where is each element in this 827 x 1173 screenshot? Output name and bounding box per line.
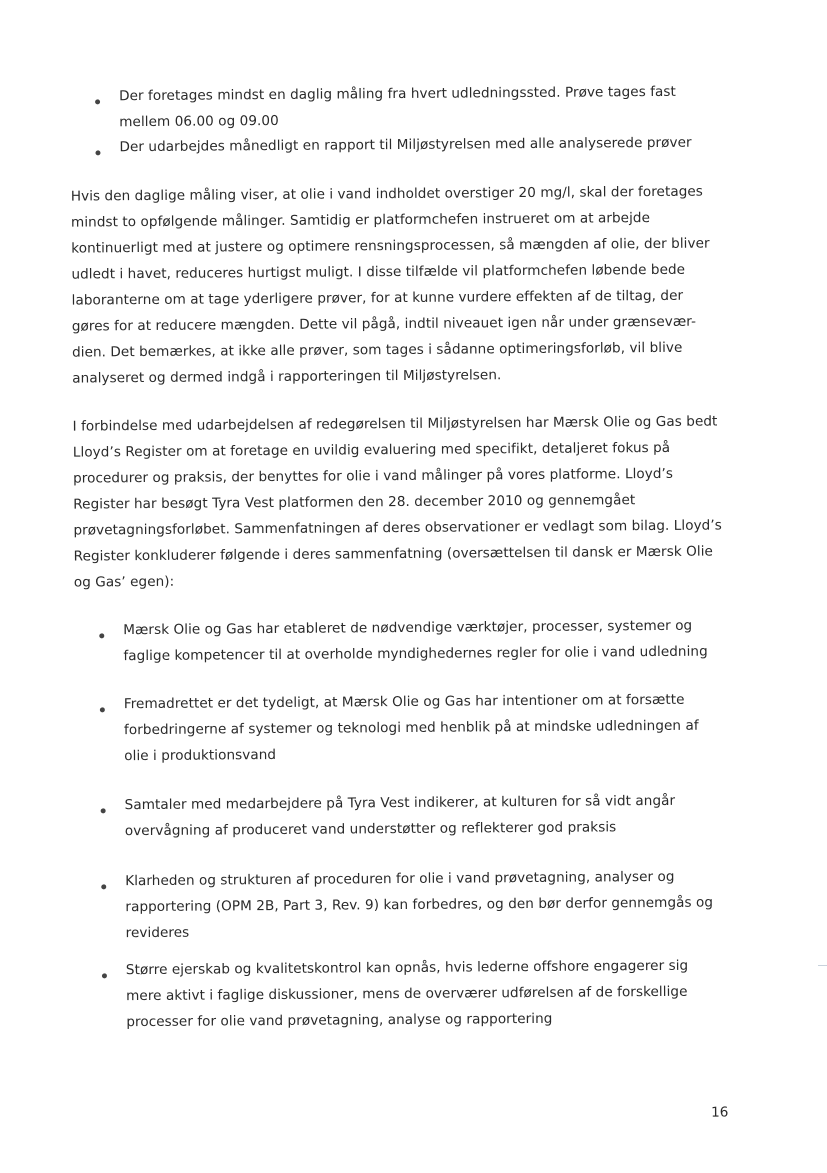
paragraph-2-line-4: Register har besøgt Tyra Vest platformen den 28. december 2010 og gennemgået [73, 492, 636, 513]
paragraph-2-line-2: Lloyd’s Register om at foretage en uvildig evaluering med specifikt, detaljeret fokus på [72, 439, 671, 461]
paragraph-1-line-2: mindst to opfølgende målinger. Samtidig er platformchefen instrueret om at arbejde [70, 210, 651, 231]
finding-2-line-3: olie i produktionsvand [124, 746, 277, 765]
paragraph-1-line-7: dien. Det bemærkes, at ikke alle prøver, som tages i sådanne optimeringsforløb, vil blive [71, 339, 683, 361]
scan-edge-mark [818, 965, 827, 966]
finding-5-line-2: mere aktivt i faglige diskussioner, mens de overværer udførelsen af de forskellige [126, 983, 688, 1005]
paragraph-2-line-6: Register konkluderer følgende i deres sammenfatning (oversættelsen til dansk er Mærsk Olie [73, 543, 713, 565]
bullet-top-1-line-1: Der foretages mindst en daglig måling fra hvert udledningssted. Prøve tages fast [118, 83, 676, 105]
bullet-marker [99, 633, 104, 638]
finding-2-line-1: Fremadrettet er det tydeligt, at Mærsk Olie og Gas har intentioner om at forsætte [123, 691, 685, 713]
page-number: 16 [710, 1104, 729, 1121]
paragraph-1-line-3: kontinuerligt med at justere og optimere rensningsprocessen, så mængden af olie, der bliver [71, 235, 710, 257]
paragraph-2-line-7: og Gas’ egen): [73, 573, 175, 591]
paragraph-2-line-1: I forbindelse med udarbejdelsen af redegørelsen til Miljøstyrelsen har Mærsk Olie og Gas bedt [72, 413, 718, 435]
paragraph-2-line-3: procedurer og praksis, der benyttes for olie i vand målinger på vores platforme. Lloyd’s [72, 465, 674, 487]
finding-5-line-3: processer for olie vand prøvetagning, analyse og rapportering [126, 1010, 553, 1031]
paragraph-1-line-8: analyseret og dermed indgå i rapporteringen til Miljøstyrelsen. [72, 367, 502, 387]
finding-4-line-2: rapportering (OPM 2B, Part 3, Rev. 9) kan forbedres, og den bør derfor gennemgås og [125, 894, 714, 916]
bullet-marker [95, 99, 100, 104]
finding-3-line-1: Samtaler med medarbejdere på Tyra Vest indikerer, at kulturen for så vidt angår [124, 792, 676, 814]
finding-2-line-2: forbedringerne af systemer og teknologi med henblik på at mindske udledningen af [123, 717, 699, 739]
paragraph-1-line-5: laboranterne om at tage yderligere prøver, for at kunne vurdere effekten af de tiltag, der [71, 287, 684, 309]
paragraph-1-line-6: gøres for at reducere mængden. Dette vil pågå, indtil niveauet igen når under grænsevær- [71, 313, 697, 335]
bullet-top-2-line-1: Der udarbejdes månedligt en rapport til Miljøstyrelsen med alle analyserede prøver [119, 134, 692, 156]
paragraph-2-line-5: prøvetagningsforløbet. Sammenfatningen af deres observationer er vedlagt som bilag. Lloyd’s [73, 517, 722, 539]
bullet-marker [102, 973, 107, 978]
paragraph-1-line-1: Hvis den daglige måling viser, at olie i vand indholdet overstiger 20 mg/l, skal der foretages [70, 183, 703, 205]
finding-1-line-2: faglige kompetencer til at overholde myndighedernes regler for olie i vand udledning [123, 643, 708, 665]
finding-3-line-2: overvågning af produceret vand understøtter og reflekterer god praksis [124, 819, 617, 840]
bullet-top-1-line-2: mellem 06.00 og 09.00 [119, 112, 279, 131]
bullet-marker [101, 884, 106, 889]
finding-1-line-1: Mærsk Olie og Gas har etableret de nødvendige værktøjer, processer, systemer og [123, 617, 693, 639]
paragraph-1-line-4: udledt i havet, reduceres hurtigst muligt. I disse tilfælde vil platformchefen løbende bede [71, 261, 686, 283]
bullet-marker [100, 707, 105, 712]
finding-5-line-1: Større ejerskab og kvalitetskontrol kan opnås, hvis lederne offshore engagerer sig [125, 957, 689, 979]
finding-4-line-1: Klarheden og strukturen af proceduren for olie i vand prøvetagning, analyser og [125, 868, 675, 890]
finding-4-line-3: revideres [125, 924, 190, 942]
bullet-marker [95, 150, 100, 155]
bullet-marker [101, 808, 106, 813]
